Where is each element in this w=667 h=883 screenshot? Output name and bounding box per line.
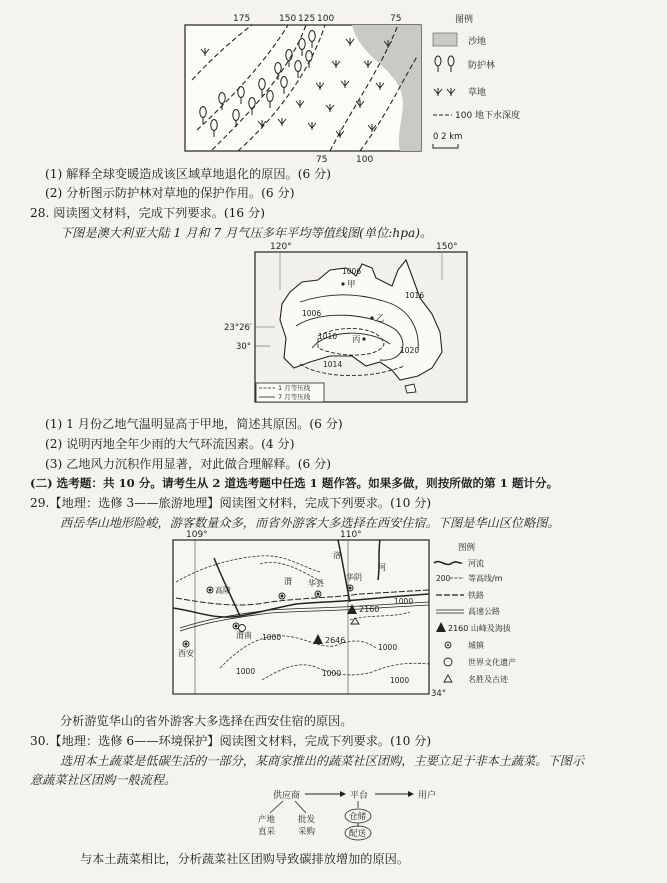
bleed-text [550,12,554,26]
contour-label: 125 [298,14,316,24]
q30-head: 30.【地理：选修 6——环境保护】阅读图文材料，完成下列要求。(10 分) [30,734,432,748]
contour-label: 1000 [236,667,256,676]
isobar-label: 1016 [405,291,425,300]
lon-label: 150° [436,242,458,252]
contour-label: 150 [279,14,297,24]
q28-sub1: (1) 1 月份乙地气温明显高于甲地，简述其原因。(6 分) [45,417,343,431]
contour-label: 1000 [322,669,342,678]
q28-head: 28. 阅读图文材料，完成下列要求。(16 分) [30,206,265,220]
q29-task: 分析游览华山的省外游客大多选择在西安住宿的原因。 [60,714,353,728]
place-label: 渭南 [236,631,252,640]
flow-platform: 平台 [350,791,369,801]
isobar-label: 1020 [400,346,420,355]
map-frame [173,540,429,694]
place-label: 洛 [333,551,341,560]
contour-label: 1000 [262,633,282,642]
group-buying-flowchart [0,786,667,848]
place-label: 渭 [284,577,292,586]
peak-label: 2160 [359,605,380,614]
contour-label: 75 [390,14,402,24]
lat-label: 30° [236,342,252,352]
place-label: 高陵 [215,586,231,595]
q29-head: 29.【地理：选修 3——旅游地理】阅读图文材料，完成下列要求。(10 分) [30,496,432,510]
svg-text:高速公路: 高速公路 [468,607,500,616]
contour-label: 75 [316,155,328,165]
australia-isobar-map [0,240,667,415]
svg-text:防护林: 防护林 [468,61,496,71]
svg-text:名胜及古迹: 名胜及古迹 [468,675,508,684]
tree-icon [435,56,454,72]
flow-user: 用户 [418,791,437,801]
place-dot [341,282,344,285]
legend-title: 图例 [455,15,474,25]
q30-intro2: 意蔬菜社区团购一般流程。 [30,773,177,787]
place-bing: 丙 [352,335,361,345]
svg-text:7 月等压线: 7 月等压线 [278,393,311,401]
flow-wholesale-2: 采购 [298,827,316,837]
place-label: 河 [378,563,386,572]
svg-text:图例: 图例 [458,543,476,553]
q28-sub3: (3) 乙地风力沉积作用显著，对此做合理解释。(6 分) [45,457,332,471]
place-label: 华阴 [346,573,362,582]
contour-label: 100 [317,14,335,24]
lat-label: 34° [431,689,447,699]
river-swatch [434,562,462,565]
peak-icon [436,622,446,632]
place-label: 西安 [178,649,194,658]
svg-text:等高线/m: 等高线/m [468,574,503,583]
svg-text:沙地: 沙地 [468,37,487,47]
place-dot [362,337,365,340]
fig3-legend [434,542,516,684]
svg-text:1 月等压线: 1 月等压线 [278,384,311,392]
place-dot [370,316,373,319]
isobar-label: 1006 [342,267,362,276]
peak-label: 2646 [325,636,346,645]
scenic-icon [444,675,452,682]
flow-supplier: 供应商 [273,791,301,801]
place-label: 华县 [308,579,324,588]
sand-grass-map [0,0,667,180]
svg-text:铁路: 铁路 [468,591,484,600]
q30-task: 与本土蔬菜相比，分析蔬菜社区团购导致碳排放增加的原因。 [80,852,410,866]
contour-label: 1000 [378,643,398,652]
svg-text:河流: 河流 [468,559,484,568]
section2-head: (二) 选考题：共 10 分。请考生从 2 道选考题中任选 1 题作答。如果多做，则按所做的第 1 题计分。 [30,476,559,490]
flow-origin-2: 直采 [258,827,276,837]
tasmania [405,384,416,393]
place-jia: 甲 [347,280,356,290]
svg-text:200: 200 [436,574,451,583]
grass-icon [434,88,455,96]
lon-label: 120° [270,242,292,252]
q30-intro1: 选用本土蔬菜是低碳生活的一部分，某商家推出的蔬菜社区团购，主要立足于非本土蔬菜。下图示 [60,754,585,768]
huashan-location-map [0,528,667,708]
flow-delivery: 配送 [349,829,367,839]
svg-text:100 地下水深度: 100 地下水深度 [455,111,521,121]
flow-wholesale-1: 批发 [298,815,316,825]
flow-storage: 仓储 [349,812,367,822]
q28-sub2: (2) 说明丙地全年少雨的大气环流因素。(4 分) [45,437,295,451]
heritage-icon [444,658,452,666]
svg-text:2160 山峰及海拔: 2160 山峰及海拔 [448,624,511,633]
q29-intro: 西岳华山地形险峻，游客数量众多，而省外游客大多选择在西安住宿。下图是华山区位略图。 [60,516,560,530]
q28-intro: 下图是澳大利亚大陆 1 月和 7 月气压多年平均等值线图(单位:hpa)。 [60,226,433,240]
lat-label: 23°26′ [224,323,252,333]
q27-sub1: (1) 解释全球变暖造成该区域草地退化的原因。(6 分) [45,167,332,181]
contour-label: 1000 [394,597,414,606]
svg-text:世界文化遗产: 世界文化遗产 [468,658,516,667]
contour-label: 175 [233,14,251,24]
isobar-label: 1010 [318,332,338,341]
isobar-label: 1014 [323,360,343,369]
q27-sub2: (2) 分析图示防护林对草地的保护作用。(6 分) [45,186,295,200]
fig1-legend [433,13,520,148]
sand-swatch [433,33,457,46]
lon-label: 110° [340,530,362,540]
scale-bar [433,144,458,148]
contour-label: 100 [356,155,374,165]
contour-label: 1000 [390,676,410,685]
svg-text:0 2 km: 0 2 km [433,132,463,142]
svg-text:城镇: 城镇 [468,641,484,650]
place-yi: 乙 [376,314,385,324]
lon-label: 109° [186,530,208,540]
flow-origin-1: 产地 [258,815,276,825]
svg-text:草地: 草地 [468,88,487,98]
isobar-label: 1006 [302,309,322,318]
